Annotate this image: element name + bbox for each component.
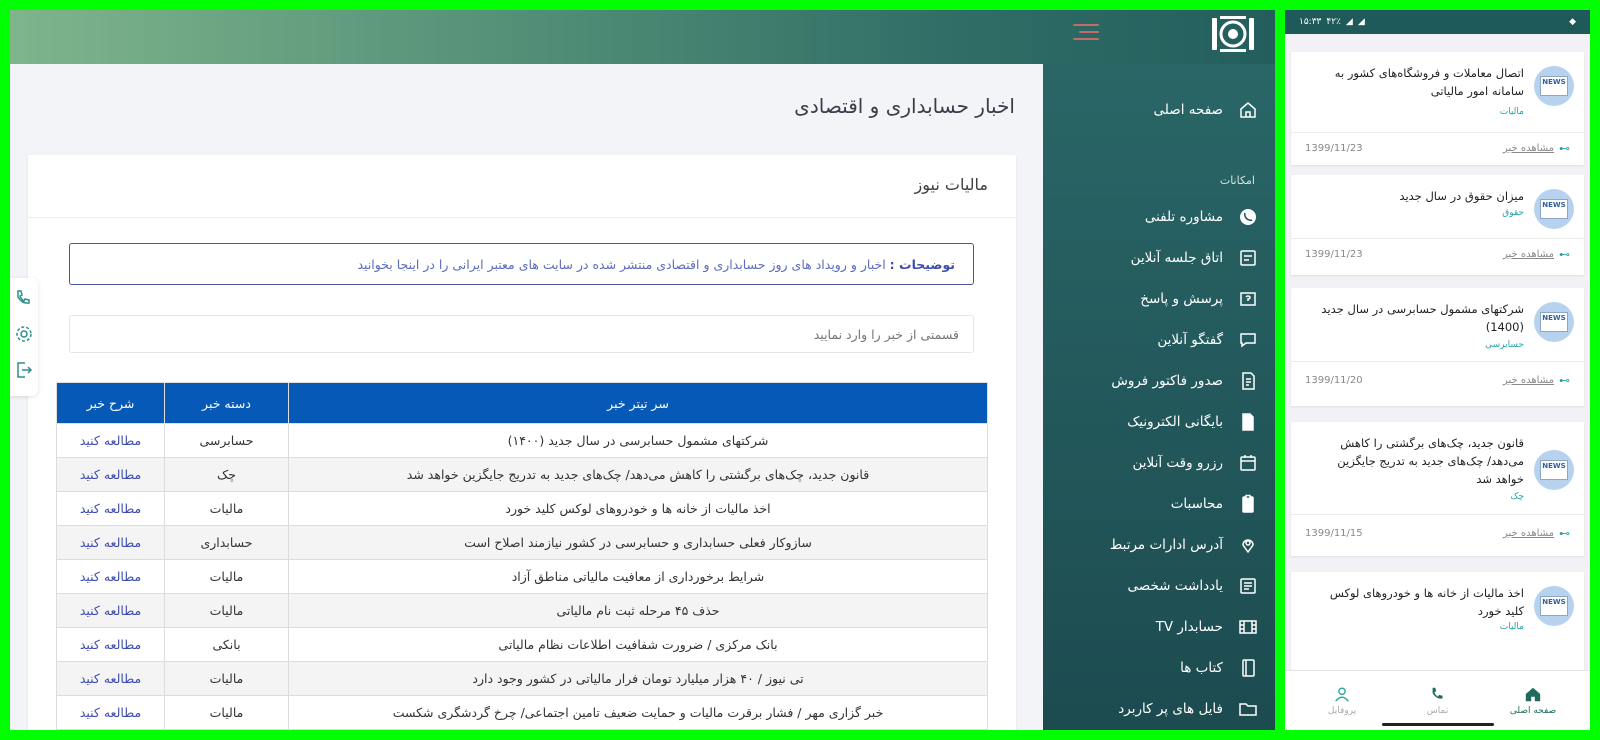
nav-home[interactable] <box>1498 671 1568 730</box>
table-row <box>57 696 988 730</box>
view-news-link[interactable]: ⊶ مشاهده خبر <box>1503 141 1570 155</box>
sidebar-item-useful-files[interactable] <box>1118 693 1259 725</box>
news-table <box>56 382 988 730</box>
news-thumbnail <box>1534 450 1574 490</box>
sidebar-item-label: اتاق جلسه آنلاین <box>1130 250 1223 266</box>
nav-label: پروفایل <box>1327 706 1357 716</box>
news-card <box>28 155 1016 730</box>
sidebar <box>1043 64 1275 730</box>
news-footer <box>1305 246 1570 262</box>
read-more-link[interactable]: مطالعه کنید <box>57 560 165 594</box>
cell-category: مالیات <box>165 492 289 526</box>
nav-profile[interactable] <box>1307 671 1377 730</box>
page-title: اخبار حسابداری و اقتصادی <box>794 94 1015 118</box>
table-row <box>57 560 988 594</box>
home-icon <box>1237 99 1259 121</box>
map-pin-icon <box>1237 534 1259 556</box>
sidebar-item-label: کتاب ها <box>1180 660 1223 676</box>
news-badge: NEWS <box>1540 460 1568 480</box>
sidebar-item-online-chat[interactable] <box>1157 324 1259 356</box>
nav-label: تماس <box>1426 706 1449 716</box>
sidebar-section-label: امکانات <box>1219 174 1255 187</box>
divider <box>1291 514 1584 515</box>
news-badge: NEWS <box>1540 596 1568 616</box>
signal-icon: ◢ <box>1345 17 1353 27</box>
cell-category: مالیات <box>165 696 289 730</box>
cell-headline: خبر گزاری مهر / فشار برقرت مالیات و حمایت ضعیف تامین اجتماعی/ چرخ گردشگری شکست <box>289 696 988 730</box>
cell-headline: اخذ مالیات از خانه ها و خودروهای لوکس کلید خورد <box>289 492 988 526</box>
wifi-icon: ◆ <box>1569 17 1576 27</box>
cell-headline: سازوکار فعلی حسابداری و حسابرسی در کشور نیازمند اصلاح است <box>289 526 988 560</box>
table-row <box>57 492 988 526</box>
view-news-link[interactable]: ⊶ مشاهده خبر <box>1503 373 1570 387</box>
table-row <box>57 458 988 492</box>
status-time: ۱۵:۳۳ <box>1299 17 1322 27</box>
folder-icon <box>1237 698 1259 720</box>
news-badge: NEWS <box>1540 199 1568 219</box>
cell-category: حسابرسی <box>165 424 289 458</box>
cell-category: حسابداری <box>165 526 289 560</box>
view-news-link[interactable]: ⊶ مشاهده خبر <box>1503 247 1570 261</box>
table-row <box>57 526 988 560</box>
app-logo <box>1210 14 1256 54</box>
news-list-item[interactable] <box>1291 572 1584 672</box>
news-category: مالیات <box>1499 107 1524 117</box>
sidebar-item-phone-consult[interactable] <box>1145 201 1259 233</box>
mobile-app <box>1285 10 1590 730</box>
search-input[interactable] <box>69 315 974 353</box>
column-header-category: دسته خبر <box>165 383 289 424</box>
quick-actions-panel <box>10 278 38 396</box>
sidebar-item-personal-notes[interactable] <box>1128 570 1260 602</box>
sidebar-item-label: گفتگو آنلاین <box>1157 332 1223 348</box>
nav-contact[interactable] <box>1403 671 1473 730</box>
sidebar-item-qa[interactable] <box>1140 283 1259 315</box>
film-icon <box>1237 616 1259 638</box>
sidebar-item-label: یادداشت شخصی <box>1127 578 1223 594</box>
table-row <box>57 628 988 662</box>
news-thumbnail <box>1534 189 1574 229</box>
question-book-icon <box>1237 288 1259 310</box>
sidebar-item-online-meeting[interactable] <box>1131 242 1259 274</box>
sidebar-item-label: فایل های پر کاربرد <box>1118 701 1223 717</box>
sidebar-item-archive[interactable] <box>1127 406 1259 438</box>
invoice-icon <box>1237 370 1259 392</box>
column-header-headline: سر تیتر خبر <box>289 383 988 424</box>
news-title: شرکتهای مشمول حسابرسی در سال جدید (1400) <box>1321 302 1524 334</box>
news-date: 1399/11/15 <box>1305 527 1363 539</box>
top-header-bar <box>10 10 1275 64</box>
news-badge: NEWS <box>1540 312 1568 332</box>
clipboard-calc-icon <box>1237 493 1259 515</box>
news-footer <box>1305 525 1570 541</box>
divider <box>1291 132 1584 133</box>
read-more-link[interactable]: مطالعه کنید <box>57 594 165 628</box>
cell-headline: بانک مرکزی / ضرورت شفافیت اطلاعات نظام مالیاتی <box>289 628 988 662</box>
sidebar-item-invoice[interactable] <box>1111 365 1259 397</box>
sidebar-item-home[interactable] <box>1154 94 1259 126</box>
table-row <box>57 594 988 628</box>
cell-category: مالیات <box>165 560 289 594</box>
news-footer <box>1305 372 1570 388</box>
read-more-link[interactable]: مطالعه کنید <box>57 662 165 696</box>
whatsapp-icon <box>1237 206 1259 228</box>
read-more-link[interactable]: مطالعه کنید <box>57 696 165 730</box>
nav-label: صفحه اصلی <box>1509 706 1557 716</box>
news-badge: NEWS <box>1540 76 1568 96</box>
news-thumbnail <box>1534 586 1574 626</box>
chat-icon <box>1237 329 1259 351</box>
news-title: میزان حقوق در سال جدید <box>1399 189 1524 203</box>
cell-category: مالیات <box>165 662 289 696</box>
sidebar-item-accountant-tv[interactable] <box>1156 611 1259 643</box>
news-date: 1399/11/23 <box>1305 142 1363 154</box>
note-icon <box>1237 575 1259 597</box>
home-icon <box>1524 685 1542 703</box>
bottom-navigation <box>1285 670 1590 730</box>
news-category: حسابرسی <box>1485 340 1524 350</box>
news-title: قانون جدید، چک‌های برگشتی را کاهش می‌دهد/ چک‌های جدید به تدریج جایگزین خواهد شد <box>1337 436 1524 486</box>
book-icon <box>1237 657 1259 679</box>
sidebar-item-label: صفحه اصلی <box>1153 102 1223 118</box>
phone-call-icon[interactable] <box>14 288 34 308</box>
sidebar-item-label: بایگانی الکترونیک <box>1127 414 1223 430</box>
news-category: مالیات <box>1499 622 1524 632</box>
main-content <box>10 64 1043 730</box>
battery-level: ۴۲٪ <box>1326 17 1341 27</box>
home-indicator <box>1382 723 1494 726</box>
profile-icon <box>1333 685 1351 703</box>
cell-headline: قانون جدید، چک‌های برگشتی را کاهش می‌دهد/ چک‌های جدید به تدریج جایگزین خواهد شد <box>289 458 988 492</box>
news-title: اتصال معاملات و فروشگاه‌های کشور به سامانه امور مالیاتی <box>1334 66 1524 98</box>
read-more-link[interactable]: مطالعه کنید <box>57 492 165 526</box>
divider <box>1291 238 1584 239</box>
link-icon: ⊶ <box>1559 526 1570 540</box>
sidebar-item-calculations[interactable] <box>1171 488 1259 520</box>
table-header-row <box>57 383 988 424</box>
link-icon: ⊶ <box>1559 373 1570 387</box>
news-list-item[interactable] <box>1291 175 1584 275</box>
sidebar-item-label: مشاوره تلفنی <box>1144 209 1223 225</box>
read-more-link[interactable]: مطالعه کنید <box>57 424 165 458</box>
meeting-icon <box>1237 247 1259 269</box>
news-date: 1399/11/20 <box>1305 374 1363 386</box>
status-indicators <box>1299 17 1365 27</box>
cell-headline: شرکتهای مشمول حسابرسی در سال جدید (۱۴۰۰) <box>289 424 988 458</box>
news-date: 1399/11/23 <box>1305 248 1363 260</box>
sidebar-item-offices-address[interactable] <box>1110 529 1259 561</box>
sidebar-item-label: آدرس ادارات مرتبط <box>1109 537 1223 553</box>
news-list-item[interactable] <box>1291 288 1584 406</box>
sidebar-item-label: پرسش و پاسخ <box>1140 291 1223 307</box>
signal-icon: ◢ <box>1357 17 1365 27</box>
news-category: حقوق <box>1502 208 1524 218</box>
cell-category: مالیات <box>165 594 289 628</box>
archive-file-icon <box>1237 411 1259 433</box>
news-footer <box>1305 140 1570 156</box>
column-header-description: شرح خبر <box>57 383 165 424</box>
sidebar-item-label: محاسبات <box>1170 496 1223 512</box>
sidebar-item-label: صدور فاکتور فروش <box>1111 373 1223 389</box>
sidebar-item-reservation[interactable] <box>1133 447 1260 479</box>
desktop-app <box>10 10 1275 730</box>
cell-headline: حذف ۴۵ مرحله ثبت نام مالیاتی <box>289 594 988 628</box>
news-title: اخذ مالیات از خانه ها و خودروهای لوکس کلید خورد <box>1329 586 1524 618</box>
news-list-item[interactable] <box>1291 52 1584 165</box>
calendar-icon <box>1237 452 1259 474</box>
menu-toggle-icon[interactable] <box>1073 24 1099 44</box>
read-more-link[interactable]: مطالعه کنید <box>57 458 165 492</box>
description-box <box>69 243 974 285</box>
cell-category: بانکی <box>165 628 289 662</box>
logout-icon[interactable] <box>14 360 34 380</box>
cell-category: چک <box>165 458 289 492</box>
news-thumbnail <box>1534 66 1574 106</box>
sidebar-item-label: حسابدار TV <box>1155 619 1223 635</box>
read-more-link[interactable]: مطالعه کنید <box>57 526 165 560</box>
description-text: اخبار و رویداد های روز حسابداری و اقتصادی منتشر شده در سایت های معتبر ایرانی را در اینجا بخوانید <box>357 256 886 272</box>
cell-headline: شرایط برخورداری از معافیت مالیاتی مناطق آزاد <box>289 560 988 594</box>
divider <box>28 217 1016 218</box>
phone-icon <box>1429 685 1447 703</box>
cell-headline: تی نیوز / ۴۰ هزار میلیارد تومان فرار مالیاتی در کشور وجود دارد <box>289 662 988 696</box>
view-news-link[interactable]: ⊶ مشاهده خبر <box>1503 526 1570 540</box>
news-thumbnail <box>1534 302 1574 342</box>
link-icon: ⊶ <box>1559 247 1570 261</box>
divider <box>1291 361 1584 362</box>
sidebar-item-label: رزرو وقت آنلاین <box>1132 455 1223 471</box>
status-bar <box>1285 10 1590 34</box>
news-category: چک <box>1510 492 1524 502</box>
description-label: توضیحات : <box>889 256 955 272</box>
card-title: مالیات نیوز <box>914 175 988 194</box>
table-row <box>57 662 988 696</box>
link-icon: ⊶ <box>1559 141 1570 155</box>
read-more-link[interactable]: مطالعه کنید <box>57 628 165 662</box>
gear-icon[interactable] <box>14 324 34 344</box>
sidebar-item-books[interactable] <box>1180 652 1259 684</box>
news-list-item[interactable] <box>1291 422 1584 556</box>
table-row <box>57 424 988 458</box>
